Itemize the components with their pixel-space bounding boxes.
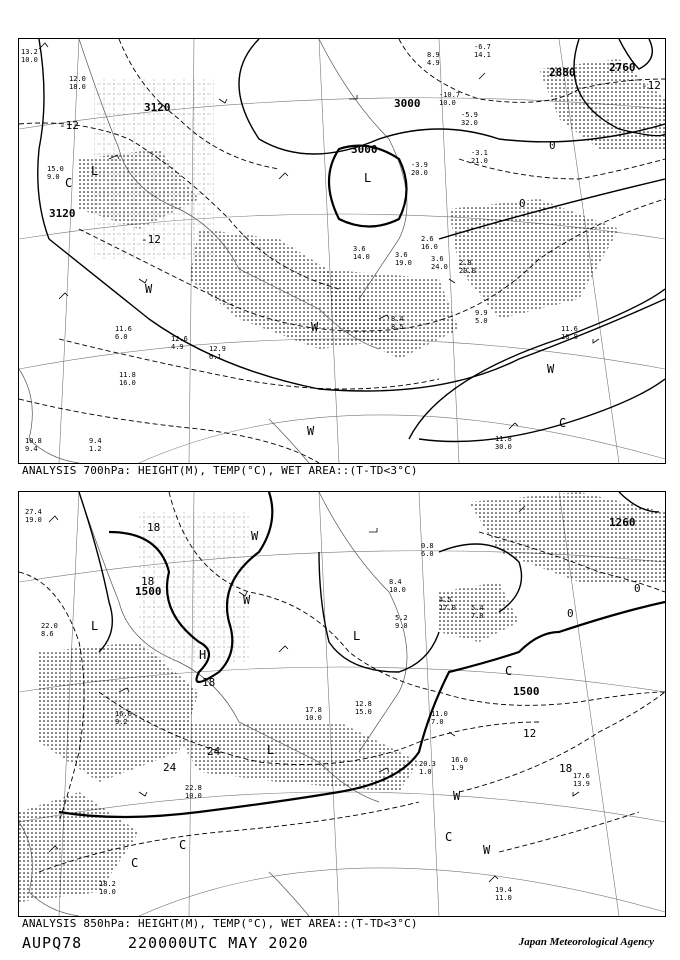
station-plot bbox=[495, 886, 512, 902]
warm-marker: W bbox=[453, 789, 461, 803]
cold-marker: C bbox=[445, 830, 453, 844]
isotherm-label: -12 bbox=[59, 119, 79, 132]
station-value: 4.9 bbox=[427, 59, 440, 67]
isotherm-label: 0 bbox=[519, 197, 526, 210]
station-value: 10.0 bbox=[389, 586, 406, 594]
station-plot bbox=[389, 578, 406, 594]
station-value: 3.6 bbox=[353, 245, 366, 253]
station-value: 18.0 bbox=[69, 83, 86, 91]
station-value: 24.0 bbox=[431, 263, 448, 271]
station-value: 13.9 bbox=[573, 780, 590, 788]
warm-marker: W bbox=[483, 843, 491, 857]
low-marker: L bbox=[267, 743, 275, 757]
station-plot bbox=[461, 111, 478, 127]
caption-850hpa: ANALYSIS 850hPa: HEIGHT(M), TEMP(°C), WET AREA::(T-TD<3°C) bbox=[22, 917, 418, 930]
station-value: 13.2 bbox=[21, 48, 38, 56]
station-plot bbox=[421, 235, 438, 251]
station-plot bbox=[561, 325, 578, 341]
station-value: 1.9 bbox=[451, 764, 464, 772]
station-value: -3.9 bbox=[411, 161, 428, 169]
station-value: 9.0 bbox=[395, 622, 408, 630]
height-label: 1500 bbox=[513, 685, 540, 698]
station-value: 5.2 bbox=[395, 614, 408, 622]
station-value: 10.0 bbox=[439, 99, 456, 107]
station-plot bbox=[89, 437, 102, 453]
station-value: 9.0 bbox=[47, 173, 60, 181]
station-value: 16.0 bbox=[421, 243, 438, 251]
station-value: 3.6 bbox=[431, 255, 444, 263]
station-value: 12.8 bbox=[355, 700, 372, 708]
station-value: 8.9 bbox=[427, 51, 440, 59]
height-label: 1500 bbox=[135, 585, 162, 598]
station-value: 10.0 bbox=[21, 56, 38, 64]
station-plot bbox=[305, 706, 322, 722]
station-value: 17.8 bbox=[305, 706, 322, 714]
station-plot bbox=[353, 245, 370, 261]
station-value: 15.0 bbox=[355, 708, 372, 716]
cold-marker: C bbox=[559, 416, 567, 430]
wet-area-shading bbox=[19, 492, 665, 902]
isotherm-label: 18 bbox=[147, 521, 161, 534]
station-value: 12.0 bbox=[69, 75, 86, 83]
station-plot bbox=[115, 325, 132, 341]
station-value: 27.4 bbox=[25, 508, 42, 516]
station-plot bbox=[171, 335, 188, 351]
station-value: 4.5 bbox=[439, 596, 452, 604]
station-plot bbox=[421, 542, 434, 558]
station-value: 19.0 bbox=[395, 259, 412, 267]
isotherm-label: 12 bbox=[523, 727, 537, 740]
station-value: 11.0 bbox=[495, 894, 512, 902]
station-value: 3.6 bbox=[395, 251, 408, 259]
caption-700hpa: ANALYSIS 700hPa: HEIGHT(M), TEMP(°C), WET AREA::(T-TD<3°C) bbox=[22, 464, 418, 477]
station-value: 2.8 bbox=[459, 259, 472, 267]
isotherm-label: 18 bbox=[202, 676, 216, 689]
station-value: 7.0 bbox=[431, 718, 444, 726]
station-plot bbox=[391, 315, 404, 331]
height-label: 2880 bbox=[549, 66, 576, 79]
low-marker: L bbox=[364, 171, 372, 185]
agency-name: Japan Meteorological Agency bbox=[518, 936, 654, 948]
height-label: 3120 bbox=[49, 207, 76, 220]
station-plot bbox=[439, 91, 460, 107]
station-value: 11.6 bbox=[561, 325, 578, 333]
station-value: 5.0 bbox=[475, 317, 488, 325]
station-value: 1.2 bbox=[89, 445, 102, 453]
station-plot bbox=[25, 437, 42, 453]
station-value: 17.0 bbox=[439, 604, 456, 612]
warm-marker: W bbox=[243, 593, 251, 607]
station-value: 30.0 bbox=[495, 443, 512, 451]
station-plot bbox=[69, 75, 86, 91]
station-plot bbox=[419, 760, 436, 776]
cold-marker: C bbox=[505, 664, 513, 678]
station-value: 17.6 bbox=[573, 772, 590, 780]
height-label: 2760 bbox=[609, 61, 636, 74]
station-plot bbox=[474, 43, 491, 59]
station-plot bbox=[431, 710, 448, 726]
station-plot bbox=[355, 700, 372, 716]
station-value: 6.0 bbox=[421, 550, 434, 558]
station-plot bbox=[185, 784, 202, 800]
isotherm-label: 0 bbox=[567, 607, 574, 620]
high-marker: H bbox=[199, 648, 207, 662]
station-value: -6.7 bbox=[474, 43, 491, 51]
station-plot bbox=[21, 48, 38, 64]
station-value: 11.8 bbox=[495, 435, 512, 443]
station-plot bbox=[395, 614, 408, 630]
station-value: 0.8 bbox=[421, 542, 434, 550]
low-marker: L bbox=[353, 629, 361, 643]
station-plot bbox=[41, 622, 58, 638]
station-value: 10.8 bbox=[25, 437, 42, 445]
station-value: 10.0 bbox=[99, 888, 116, 896]
station-value: 12.6 bbox=[171, 335, 188, 343]
station-plot bbox=[427, 51, 440, 67]
station-value: 22.8 bbox=[185, 784, 202, 792]
height-label: 3000 bbox=[351, 143, 378, 156]
isotherm-label: 24 bbox=[163, 761, 177, 774]
station-plot bbox=[119, 371, 136, 387]
map-700hpa bbox=[19, 39, 665, 463]
station-value: 19.4 bbox=[495, 886, 512, 894]
isotherm-label: 18 bbox=[559, 762, 573, 775]
station-plot bbox=[25, 508, 42, 524]
station-plot bbox=[395, 251, 412, 267]
low-marker: L bbox=[91, 164, 99, 178]
station-value: 14.1 bbox=[474, 51, 491, 59]
station-value: 22.0 bbox=[41, 622, 58, 630]
station-value: 9.2 bbox=[115, 718, 128, 726]
station-value: 8.5 bbox=[391, 323, 404, 331]
station-plot bbox=[475, 309, 488, 325]
station-value: 16.0 bbox=[451, 756, 468, 764]
warm-marker: W bbox=[307, 424, 315, 438]
station-value: 16.0 bbox=[119, 379, 136, 387]
warm-marker: W bbox=[547, 362, 555, 376]
station-plot bbox=[573, 772, 590, 788]
low-marker: L bbox=[91, 619, 99, 633]
station-value: 8.4 bbox=[389, 578, 402, 586]
station-plot bbox=[451, 756, 468, 772]
height-label: 1260 bbox=[609, 516, 636, 529]
station-value: 6.1 bbox=[209, 353, 222, 361]
height-label: 3120 bbox=[144, 101, 171, 114]
station-plot bbox=[495, 435, 512, 451]
station-value: 9.4 bbox=[25, 445, 38, 453]
station-value: 19.0 bbox=[25, 516, 42, 524]
station-value: 7.0 bbox=[471, 612, 484, 620]
station-value: 20.3 bbox=[419, 760, 436, 768]
height-label: 3000 bbox=[394, 97, 421, 110]
station-value: 8.4 bbox=[391, 315, 404, 323]
station-value: -10.7 bbox=[439, 91, 461, 99]
station-value: 32.0 bbox=[461, 119, 478, 127]
warm-marker: W bbox=[311, 320, 319, 334]
station-value: 21.0 bbox=[471, 157, 488, 165]
station-value: 4.9 bbox=[171, 343, 184, 351]
station-value: 9.9 bbox=[475, 309, 488, 317]
station-value: 11.0 bbox=[431, 710, 448, 718]
station-value: -5.9 bbox=[461, 111, 478, 119]
isotherm-label: 24 bbox=[207, 745, 221, 758]
station-value: 6.0 bbox=[115, 333, 128, 341]
chart-panel-700hpa bbox=[18, 38, 666, 464]
station-value: 2.6 bbox=[421, 235, 434, 243]
station-plot bbox=[471, 149, 488, 165]
station-value: 12.9 bbox=[209, 345, 226, 353]
station-value: 5.4 bbox=[471, 604, 484, 612]
station-value: 11.8 bbox=[119, 371, 136, 379]
station-value: -3.1 bbox=[471, 149, 488, 157]
isotherm-label: 18 bbox=[141, 575, 155, 588]
chart-panel-850hpa bbox=[18, 491, 666, 917]
station-value: 18.2 bbox=[99, 880, 116, 888]
station-plot bbox=[411, 161, 428, 177]
cold-marker: C bbox=[179, 838, 187, 852]
station-plot bbox=[209, 345, 226, 361]
station-plot bbox=[99, 880, 116, 896]
station-plot bbox=[47, 165, 64, 181]
station-plot bbox=[471, 604, 484, 620]
cold-marker: C bbox=[65, 176, 73, 190]
warm-marker: W bbox=[251, 529, 259, 543]
warm-marker: W bbox=[145, 282, 153, 296]
isotherm-label: -12 bbox=[141, 233, 161, 246]
station-plot bbox=[431, 255, 448, 271]
station-value: 20.0 bbox=[411, 169, 428, 177]
station-value: 10.0 bbox=[185, 792, 202, 800]
station-value: 14.0 bbox=[353, 253, 370, 261]
station-value: 15.0 bbox=[47, 165, 64, 173]
valid-time: 220000UTC MAY 2020 bbox=[128, 934, 309, 952]
station-value: 16.0 bbox=[115, 710, 132, 718]
station-value: 9.4 bbox=[89, 437, 102, 445]
station-value: 1.0 bbox=[419, 768, 432, 776]
station-value: 18.8 bbox=[561, 333, 578, 341]
map-850hpa bbox=[19, 492, 665, 916]
station-value: 20.0 bbox=[459, 267, 476, 275]
station-value: 8.6 bbox=[41, 630, 54, 638]
isotherm-label: 0 bbox=[549, 139, 556, 152]
isotherm-label: -12 bbox=[641, 79, 661, 92]
chart-id: AUPQ78 bbox=[22, 934, 83, 952]
station-value: 10.0 bbox=[305, 714, 322, 722]
cold-marker: C bbox=[131, 856, 139, 870]
isotherm-label: 0 bbox=[634, 582, 641, 595]
station-value: 11.6 bbox=[115, 325, 132, 333]
